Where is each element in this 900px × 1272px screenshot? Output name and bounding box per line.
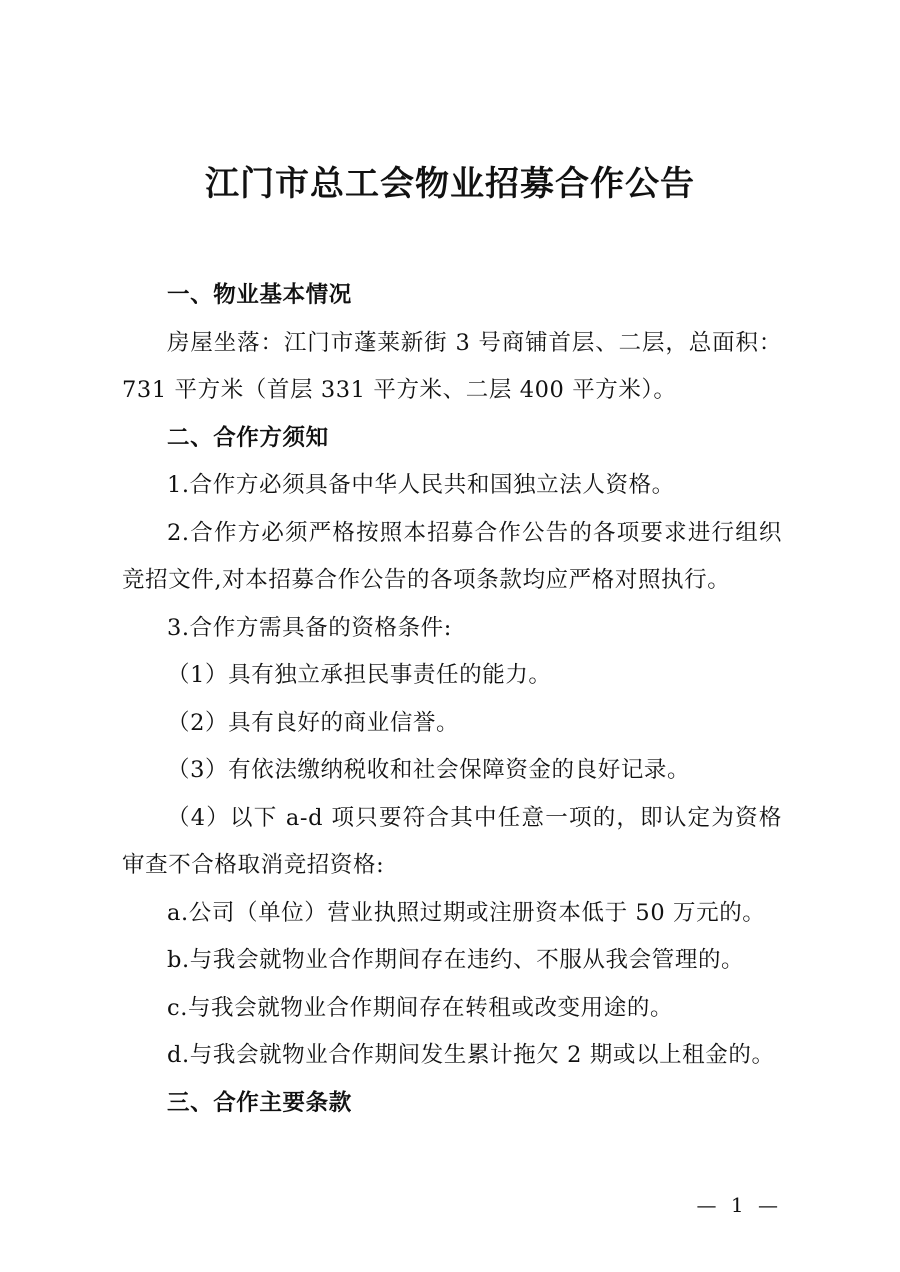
paragraph-item-2: 2.合作方必须严格按照本招募合作公告的各项要求进行组织竞招文件,对本招募合作公告的各项条款均应严格对照执行。 — [122, 519, 782, 593]
section-heading-property-info: 一、物业基本情况 — [167, 282, 352, 308]
paragraph-item-3: 3.合作方需具备的资格条件: — [167, 614, 452, 641]
section-heading-main-terms: 三、合作主要条款 — [167, 1089, 352, 1116]
paragraph-sub-item-d: d.与我会就物业合作期间发生累计拖欠 2 期或以上租金的。 — [167, 1042, 775, 1068]
paragraph-sub-item-a: a.公司（单位）营业执照过期或注册资本低于 50 万元的。 — [167, 899, 766, 926]
paragraph-condition-2: （2）具有良好的商业信誉。 — [167, 709, 460, 736]
document-body — [122, 272, 782, 1127]
document-title: 江门市总工会物业招募合作公告 — [205, 164, 695, 204]
section-heading-partner-notice: 二、合作方须知 — [167, 424, 329, 451]
paragraph-sub-item-b: b.与我会就物业合作期间存在违约、不服从我会管理的。 — [167, 947, 745, 973]
paragraph-condition-3: （3）有依法缴纳税收和社会保障资金的良好记录。 — [167, 757, 691, 783]
paragraph-condition-1: （1）具有独立承担民事责任的能力。 — [167, 662, 552, 688]
paragraph-sub-item-c: c.与我会就物业合作期间存在转租或改变用途的。 — [167, 994, 674, 1021]
paragraph-property-location: 房屋坐落：江门市蓬莱新街 3 号商铺首层、二层，总面积：731 平方米（首层 331 平方米、二层 400 平方米）。 — [122, 329, 782, 403]
paragraph-condition-4: （4）以下 a-d 项只要符合其中任意一项的，即认定为资格审查不合格取消竞招资格: — [122, 804, 782, 878]
paragraph-item-1: 1.合作方必须具备中华人民共和国独立法人资格。 — [167, 472, 675, 498]
page-number: — 1 — — [696, 1193, 782, 1217]
